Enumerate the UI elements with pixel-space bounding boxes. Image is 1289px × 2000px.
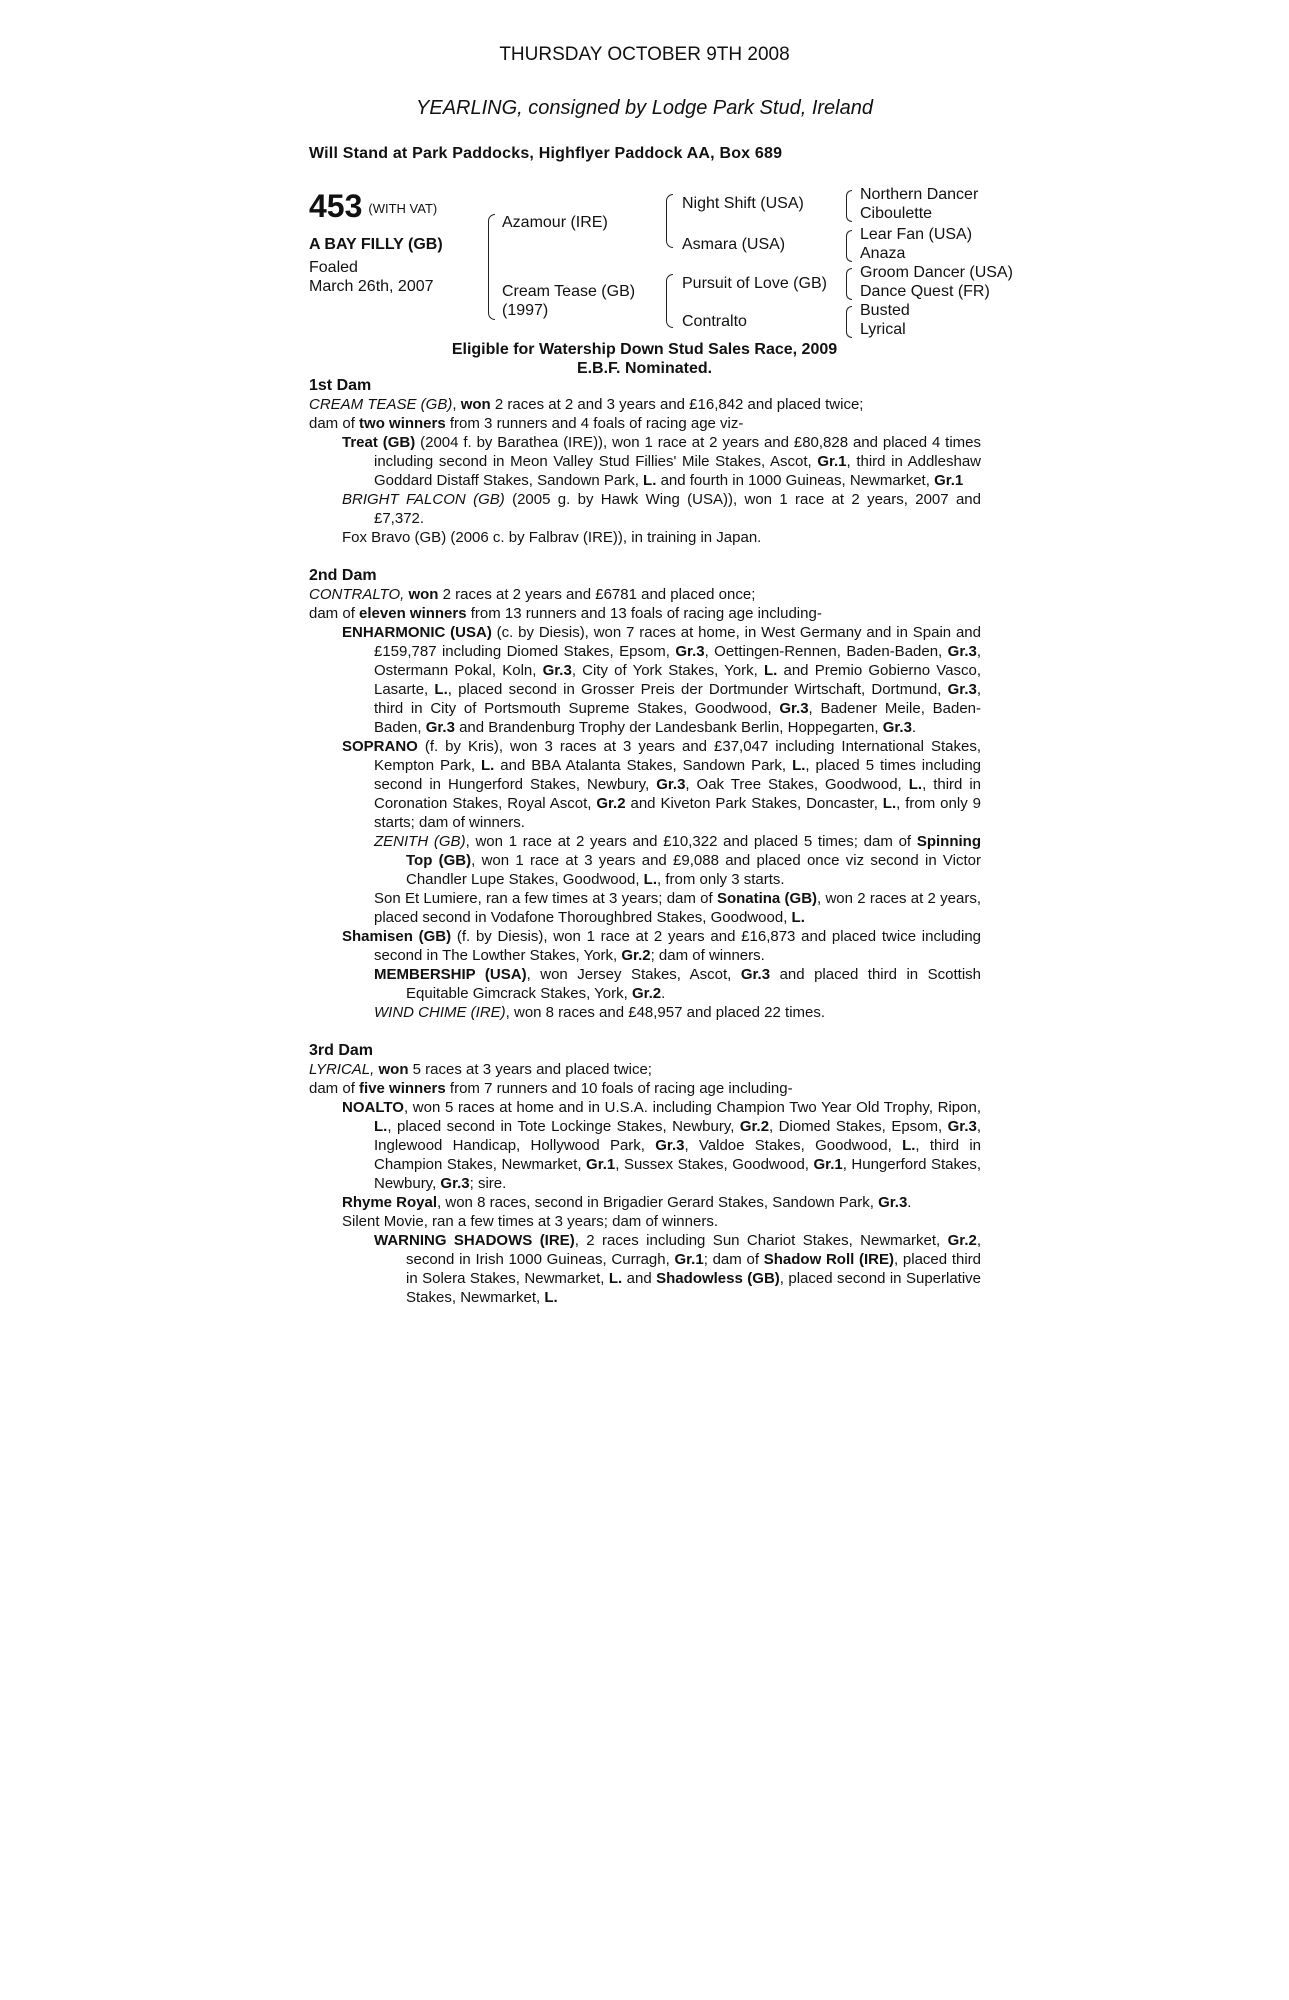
vat-note: (WITH VAT) xyxy=(368,200,438,216)
first-dam-produce: dam of two winners from 3 runners and 4 foals of racing age viz- xyxy=(309,415,744,432)
produce-shamisen: Shamisen (GB) (f. by Diesis), won 1 race at 2 years and £16,873 and placed twice including second in The Lowther Stakes, York, Gr.2; dam of winners. xyxy=(342,928,982,964)
consignment-line: YEARLING, consigned by Lodge Park Stud, Ireland xyxy=(416,97,873,119)
produce-son-et-lumiere: Son Et Lumiere, ran a few times at 3 years; dam of Sonatina (GB), won 2 races at 2 years, placed second in Vodafone Thoroughbred Stakes, Goodwood, L. xyxy=(374,890,981,926)
produce-wind-chime: WIND CHIME (IRE), won 8 races and £48,957 and placed 22 times. xyxy=(374,1004,826,1021)
produce-membership: MEMBERSHIP (USA), won Jersey Stakes, Ascot, Gr.3 and placed third in Scottish Equitable Gimcrack Stakes, York, Gr.2. xyxy=(374,966,982,1002)
third-dam-heading: 3rd Dam xyxy=(309,1042,374,1059)
pedigree-sdd: Anaza xyxy=(860,245,906,262)
pedigree-dam-sire: Pursuit of Love (GB) xyxy=(682,275,827,292)
pedigree-dam: Cream Tease (GB) xyxy=(502,283,636,300)
pedigree-sire: Azamour (IRE) xyxy=(502,214,608,231)
produce-bright-falcon: BRIGHT FALCON (GB) (2005 g. by Hawk Wing (USA)), won 1 race at 2 years, 2007 and £7,372. xyxy=(342,491,981,527)
produce-silent-movie: Silent Movie, ran a few times at 3 years; dam of winners. xyxy=(342,1213,718,1230)
stand-location: Will Stand at Park Paddocks, Highflyer Paddock AA, Box 689 xyxy=(309,145,783,162)
pedigree-sire-sire: Night Shift (USA) xyxy=(682,195,804,212)
second-dam-summary: CONTRALTO, won 2 races at 2 years and £6781 and placed once; xyxy=(309,586,756,603)
pedigree-dss: Groom Dancer (USA) xyxy=(860,264,1013,281)
foaled-label: Foaled xyxy=(309,259,358,276)
third-dam-produce: dam of five winners from 7 runners and 10 foals of racing age including- xyxy=(309,1080,793,1097)
eligibility-line-1: Eligible for Watership Down Stud Sales Race, 2009 xyxy=(451,341,838,358)
pedigree-dam-dam: Contralto xyxy=(682,313,747,330)
pedigree-brace-main xyxy=(488,214,495,320)
pedigree-sss: Northern Dancer xyxy=(860,186,979,203)
produce-treat: Treat (GB) (2004 f. by Barathea (IRE)), won 1 race at 2 years and £80,828 and placed 4 times including second in Meon Valley Stud Fillies' Mile Stakes, Ascot, Gr.1, third in Addleshaw Goddard Distaff Stakes, Sandown Park, L. and fourth in 1000 Guineas, Newmarket, Gr.1 xyxy=(342,434,981,489)
third-dam-summary: LYRICAL, won 5 races at 3 years and placed twice; xyxy=(309,1061,652,1078)
pedigree-sds: Lear Fan (USA) xyxy=(860,226,973,243)
first-dam-heading: 1st Dam xyxy=(309,377,372,394)
pedigree-brace-dd xyxy=(846,306,852,338)
first-dam-summary: CREAM TEASE (GB), won 2 races at 2 and 3 years and £16,842 and placed twice; xyxy=(309,396,864,413)
pedigree-dds: Busted xyxy=(860,302,910,319)
produce-zenith: ZENITH (GB), won 1 race at 2 years and £10,322 and placed 5 times; dam of Spinning Top (GB), won 1 race at 3 years and £9,088 and placed once viz second in Victor Chandler Lupe Stakes, Goodwood, L., from only 3 starts. xyxy=(374,833,981,888)
eligibility-note xyxy=(0,340,1289,378)
produce-warning-shadows: WARNING SHADOWS (IRE), 2 races including Sun Chariot Stakes, Newmarket, Gr.2, second in Irish 1000 Guineas, Curragh, Gr.1; dam of Shadow Roll (IRE), placed third in Solera Stakes, Newmarket, L. and Shadowless (GB), placed second in Superlative Stakes, Newmarket, L. xyxy=(374,1232,982,1306)
sale-date: THURSDAY OCTOBER 9TH 2008 xyxy=(499,44,790,65)
produce-rhyme-royal: Rhyme Royal, won 8 races, second in Brigadier Gerard Stakes, Sandown Park, Gr.3. xyxy=(342,1194,912,1211)
pedigree-ssd: Ciboulette xyxy=(860,205,933,222)
pedigree-ddd: Lyrical xyxy=(860,321,906,338)
produce-soprano: SOPRANO (f. by Kris), won 3 races at 3 years and £37,047 including International Stakes, Kempton Park, L. and BBA Atalanta Stakes, Sandown Park, L., placed 5 times including second in Hungerford Stakes, Newbury, Gr.3, Oak Tree Stakes, Goodwood, L., third in Coronation Stakes, Royal Ascot, Gr.2 and Kiveton Park Stakes, Doncaster, L., from only 9 starts; dam of winners. xyxy=(342,738,982,831)
pedigree-dam-year: (1997) xyxy=(502,302,549,319)
pedigree-sire-dam: Asmara (USA) xyxy=(682,236,786,253)
pedigree-brace-sire xyxy=(666,194,673,248)
produce-fox-bravo: Fox Bravo (GB) (2006 c. by Falbrav (IRE)), in training in Japan. xyxy=(342,529,762,546)
produce-enharmonic: ENHARMONIC (USA) (c. by Diesis), won 7 races at home, in West Germany and in Spain and £159,787 including Diomed Stakes, Epsom, Gr.3, Oettingen-Rennen, Baden-Baden, Gr.3, Ostermann Pokal, Koln, Gr.3, City of York Stakes, York, L. and Premio Gobierno Vasco, Lasarte, L., placed second in Grosser Preis der Dortmunder Wirtschaft, Dortmund, Gr.3, third in City of Portsmouth Supreme Stakes, Goodwood, Gr.3, Badener Meile, Baden-Baden, Gr.3 and Brandenburg Trophy der Landesbank Berlin, Hoppegarten, Gr.3. xyxy=(342,624,982,736)
pedigree-brace-ds xyxy=(846,268,852,300)
second-dam-produce: dam of eleven winners from 13 runners and 13 foals of racing age including- xyxy=(309,605,822,622)
lot-description: A BAY FILLY (GB) xyxy=(309,236,443,253)
foaled-info xyxy=(309,258,434,296)
produce-noalto: NOALTO, won 5 races at home and in U.S.A. including Champion Two Year Old Trophy, Ripon, L., placed second in Tote Lockinge Stakes, Newbury, Gr.2, Diomed Stakes, Epsom, Gr.3, Inglewood Handicap, Hollywood Park, Gr.3, Valdoe Stakes, Goodwood, L., third in Champion Stakes, Newmarket, Gr.1, Sussex Stakes, Goodwood, Gr.1, Hungerford Stakes, Newbury, Gr.3; sire. xyxy=(342,1099,982,1192)
pedigree-brace-sd xyxy=(846,230,852,262)
pedigree-brace-ss xyxy=(846,190,852,222)
lot-number-value: 453 xyxy=(309,188,363,224)
pedigree-dsd: Dance Quest (FR) xyxy=(860,283,990,300)
pedigree-notes xyxy=(309,376,981,1307)
foaled-date: March 26th, 2007 xyxy=(309,278,434,295)
lot-number xyxy=(309,186,437,229)
pedigree-brace-dam xyxy=(666,274,673,328)
second-dam-heading: 2nd Dam xyxy=(309,567,377,584)
eligibility-line-2: E.B.F. Nominated. xyxy=(576,360,713,377)
